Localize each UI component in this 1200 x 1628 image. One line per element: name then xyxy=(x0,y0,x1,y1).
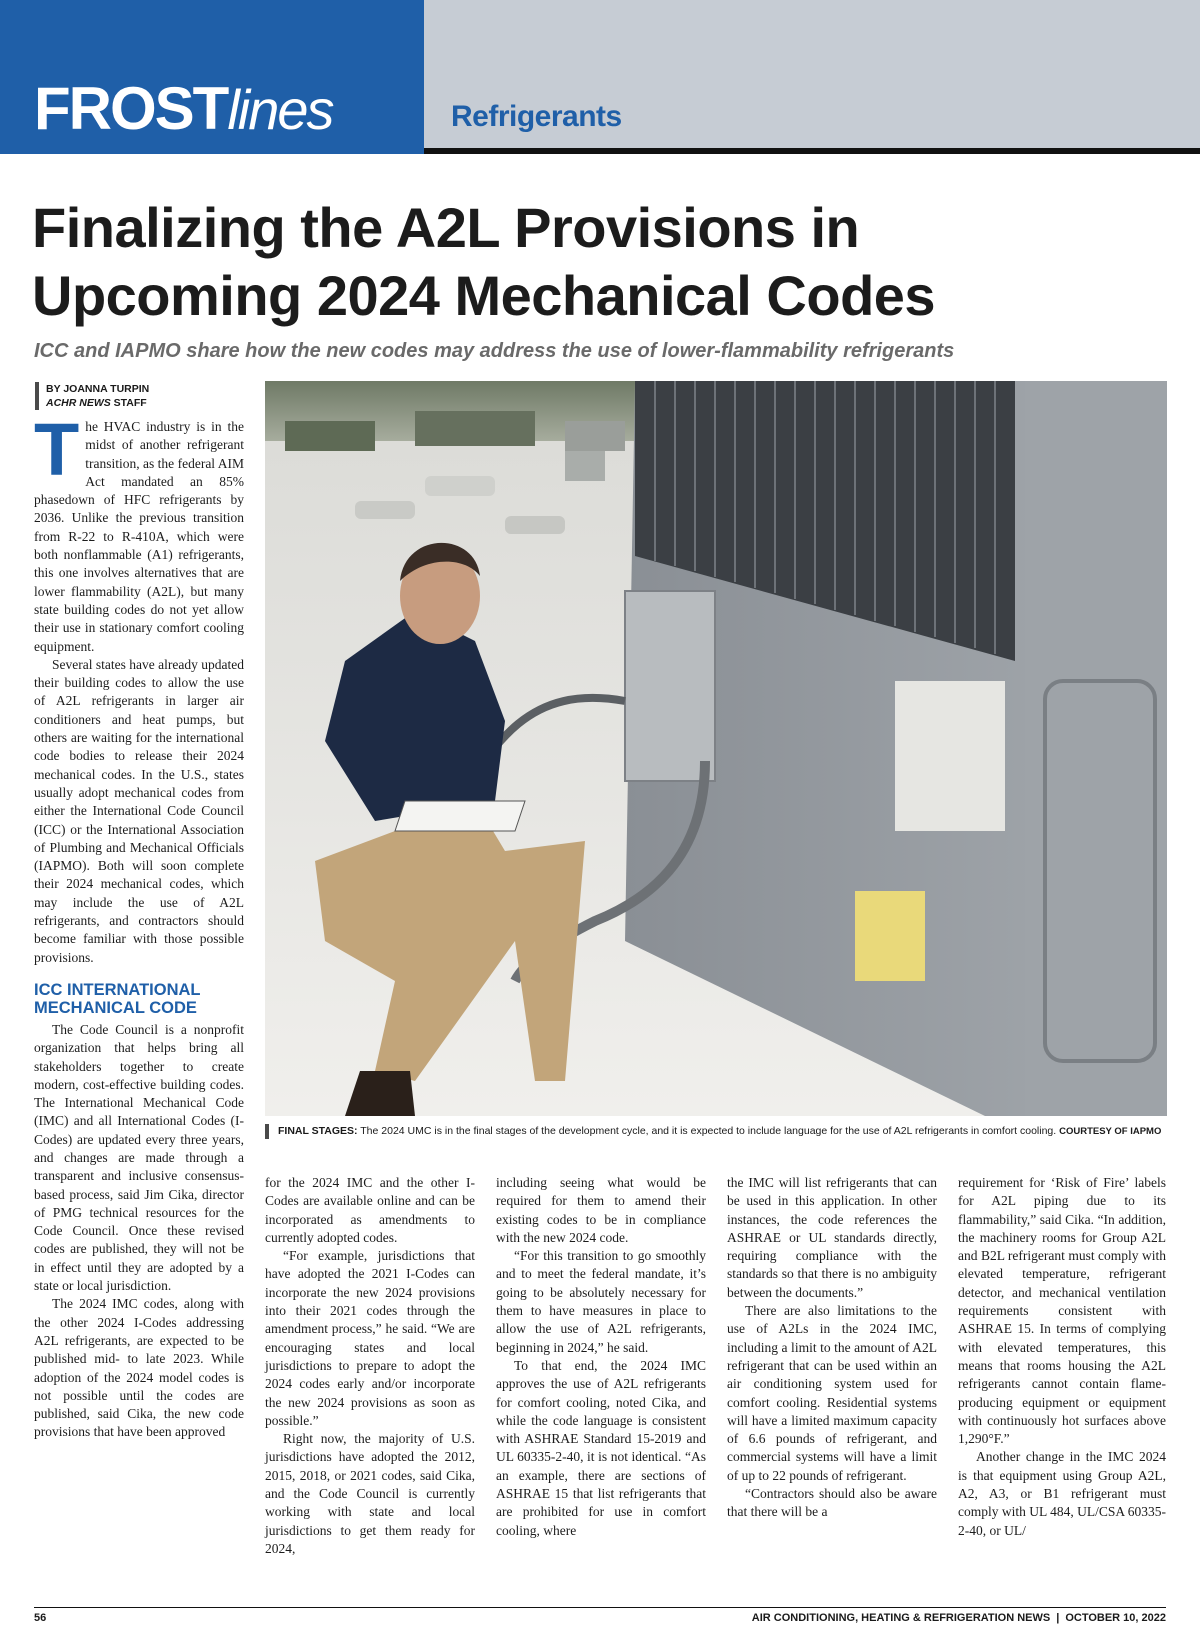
body-column-1 xyxy=(34,408,244,1442)
photo-caption xyxy=(265,1124,1165,1139)
subhead: ICC INTERNATIONAL MECHANICAL CODE xyxy=(34,980,201,1017)
headline xyxy=(32,194,1182,330)
paragraph: To that end, the 2024 IMC approves the use of A2L refrigerants for comfort cooling, noted Cika, and while the code language is consistent with ASHRAE Standard 15-2019 and UL 60335-2-40, it is not identical. “As an example, there are sections of ASHRAE 15 that list refrigerants that are prohibited for use in comfort cooling, where xyxy=(496,1357,706,1538)
byline-author: BY JOANNA TURPIN xyxy=(46,383,150,395)
page-number: 56 xyxy=(34,1612,47,1624)
paragraph: Several states have already updated their building codes to allow the use of A2L refrigerants in larger air conditioners and heat pumps, but others are waiting for the international code bodies to release their 2024 mechanical codes. In the U.S., states usually adopt mechanical codes from either the International Code Council (ICC) or the International Association of Plumbing and Mechanical Officials (IAPMO). Both will soon complete their 2024 mechanical codes, which may include the use of A2L refrigerants, and contractors should become familiar with those possible provisions. xyxy=(34,656,244,965)
byline-role: STAFF xyxy=(110,397,147,409)
paragraph: including seeing what would be required for them to amend their existing codes to be in compliance with the new 2024 code. xyxy=(496,1175,706,1245)
byline xyxy=(35,382,149,410)
photo-credit: COURTESY OF IAPMO xyxy=(1059,1126,1162,1137)
paragraph: “Contractors should also be aware that there will be a xyxy=(727,1486,937,1520)
brand-italic: lines xyxy=(227,78,333,141)
photo-technician-rooftop-unit xyxy=(265,381,1167,1116)
paragraph: for the 2024 IMC and the other I-Codes are available online and can be incorporated as amendments to currently adopted codes. xyxy=(265,1175,475,1245)
paragraph: The Code Council is a nonprofit organization that helps bring all stakeholders together to create modern, cost-effective building codes. The International Mechanical Code (IMC) and all International Codes (I-Codes) are updated every three years, and changes are made through a transparent and inclusive consensus-based process, said Jim Cika, director of PMG technical resources for the Code Council. Once these revised codes are published, they will not be in effect until they are adopted by a state or local jurisdiction. xyxy=(34,1021,244,1294)
footer-publication xyxy=(752,1612,1166,1624)
paragraph: the IMC will list refrigerants that can be used in this application. In other instances, the code references the ASHRAE or UL standards directly, requiring compliance with the standards so that there is no ambiguity between the documents.” xyxy=(727,1175,937,1300)
paragraph: Another change in the IMC 2024 is that equipment using Group A2L, A2, A3, or B1 refrigerant must comply with UL 484, UL/CSA 60335-2-40, or UL/ xyxy=(958,1449,1166,1538)
caption-text: The 2024 UMC is in the final stages of the development cycle, and it is expected to include language for the use of A2L refrigerants in comfort cooling. xyxy=(357,1125,1060,1137)
brand-bold: FROST xyxy=(34,75,228,142)
body-column-4 xyxy=(727,1174,937,1522)
paragraph: “For this transition to go smoothly and to meet the federal mandate, it’s going to be absolutely necessary for them to have measures in place to allow the use of A2L refrigerants, beginning in 2024,” he said. xyxy=(496,1248,706,1355)
paragraph: requirement for ‘Risk of Fire’ labels for A2L piping due to its flammability,” said Cika. “In addition, the machinery rooms for Group A2L and B2L refrigerant must comply with elevated temperature, refrigerant detector, and mechanical ventilation requirements consistent with ASHRAE 15. In terms of complying with elevated temperatures, this means that rooms housing the A2L refrigerants cannot contain flame-producing equipment or equipment with continuously hot surfaces above 1,290°F.” xyxy=(958,1175,1166,1447)
header-rule xyxy=(424,148,1200,154)
paragraph: The 2024 IMC codes, along with the other 2024 I-Codes addressing A2L refrigerants, are expected to be published mid- to late 2023. While adoption of the 2024 model codes is not possible until the codes are published, said Cika, the new code provisions that have been approved xyxy=(34,1296,244,1440)
body-column-3 xyxy=(496,1174,706,1540)
issue-date: OCTOBER 10, 2022 xyxy=(1065,1612,1166,1624)
publication-name: AIR CONDITIONING, HEATING & REFRIGERATION NEWS xyxy=(751,1612,1051,1624)
drop-cap: T xyxy=(34,408,80,491)
paragraph xyxy=(34,408,244,656)
paragraph: Right now, the majority of U.S. jurisdictions have adopted the 2012, 2015, 2018, or 2021 codes, said Cika, and the Code Council is currently working with state and local jurisdictions to get them ready for 2024, xyxy=(265,1431,475,1556)
paragraph: There are also limitations to the use of A2Ls in the 2024 IMC, including a limit to the amount of A2L refrigerant that can be used within an air conditioning system used for comfort cooling. Residential systems will have a limited maximum capacity of 6.6 pounds of refrigerant, and commercial systems will have a limit of up to 22 pounds of refrigerant. xyxy=(727,1303,937,1483)
paragraph-text: he HVAC industry is in the midst of another refrigerant transition, as the federal AIM Act mandated an 85% phasedown of HFC refrigerants by 2036. Unlike the previous transition from R-22 to R-410A, which were both nonflammable (A1) refrigerants, this one involves alternatives that are lower flammability (A2L), but many state building codes do not yet allow their use in stationary comfort cooling equipment. xyxy=(34,419,244,654)
brand-logo xyxy=(34,74,333,143)
body-column-2 xyxy=(265,1174,475,1558)
photo-illustration xyxy=(265,381,1167,1116)
deck: ICC and IAPMO share how the new codes may address the use of lower-flammability refrigerants xyxy=(34,340,955,362)
body-column-5 xyxy=(958,1174,1166,1540)
section-label: Refrigerants xyxy=(451,100,622,133)
paragraph: “For example, jurisdictions that have adopted the 2021 I-Codes can incorporate the new 2024 provisions into their 2021 codes through the amendment process,” he said. “We are encouraging states and local jurisdictions to prepare to adopt the 2024 codes early and/or incorporate the new 2024 provisions as soon as possible.” xyxy=(265,1248,475,1428)
footer-separator: | xyxy=(1056,1612,1060,1624)
headline-line-1: Finalizing the A2L Provisions in xyxy=(32,196,860,259)
caption-label: FINAL STAGES: xyxy=(278,1125,358,1137)
footer-rule xyxy=(34,1607,1166,1608)
byline-pub: ACHR NEWS xyxy=(46,397,111,409)
headline-line-2: Upcoming 2024 Mechanical Codes xyxy=(32,264,936,327)
